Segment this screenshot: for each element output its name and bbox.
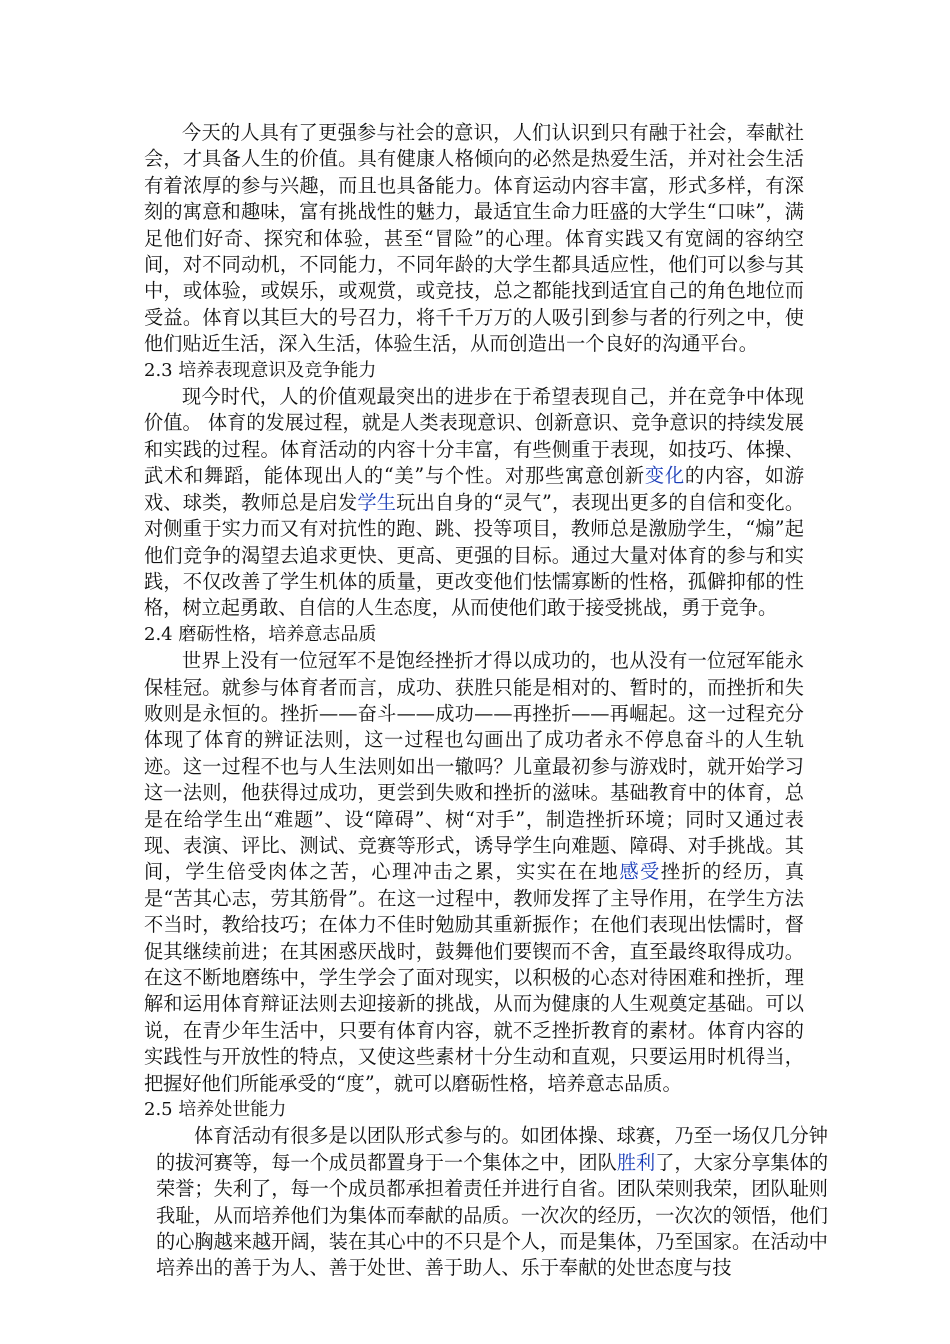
section-heading-2-4: 2.4 磨砺性格，培养意志品质 — [144, 623, 377, 645]
section-heading-2-5: 2.5 培养处世能力 — [144, 1099, 287, 1121]
link-change[interactable]: 变化 — [644, 464, 685, 488]
paragraph-text: 挫折的经历，真是“苦其心志，劳其筋骨”。在这一过程中，教师发挥了主导作用，在学生方法不当时，教给技巧；在体力不佳时勉励其重新振作；在他们表现出怯懦时，督促其继续前进；在其困惑厌战时，鼓舞他们要锲而不舍，直至最终取得成功。在这不断地磨练中，学生学会了面对现实，以积极的心态对待困难和挫折，理解和运用体育辩证法则去迎接新的挑战，从而为健康的人生观奠定基础。可以说，在青少年生活中，只要有体育内容，就不乏挫折教育的素材。体育内容的实践性与开放性的特点，又使这些素材十分生动和直观，只要运用时机得当，把握好他们所能承受的“度”，就可以磨砺性格，培养意志品质。 — [144, 860, 805, 1095]
link-victory[interactable]: 胜利 — [616, 1150, 656, 1174]
paragraph-social-skills — [156, 1123, 828, 1281]
paragraph-social-participation: 今天的人具有了更强参与社会的意识，人们认识到只有融于社会，奉献社会，才具备人生的价值。具有健康人格倾向的必然是热爱生活，并对社会生活有着浓厚的参与兴趣，而且也具备能力。体育运动内容丰富，形式多样，有深刻的寓意和趣味，富有挑战性的魅力，最适宜生命力旺盛的大学生“口味”，满足他们好奇、探究和体验，甚至“冒险”的心理。体育实践又有宽阔的容纳空间，对不同动机，不同能力，不同年龄的大学生都具适应性，他们可以参与其中，或体验，或娱乐，或观赏，或竞技，总之都能找到适宜自己的角色地位而受益。体育以其巨大的号召力，将千千万万的人吸引到参与者的行列之中，使他们贴近生活，深入生活，体验生活，从而创造出一个良好的沟通平台。 — [144, 121, 804, 356]
paragraph-expression-competition — [144, 384, 804, 622]
section-heading-2-3: 2.3 培养表现意识及竞争能力 — [144, 359, 377, 381]
document-body — [144, 120, 829, 1282]
paragraph-character-will — [144, 648, 804, 1097]
link-student[interactable]: 学生 — [357, 490, 397, 514]
paragraph-text: 现今时代，人的价值观最突出的进步在于希望表现自己，并在竞争中体现价值。 体育的发展过程，就是人类表现意识、创新意识、竞争意识的持续发展和实践的过程。体育活动的内容十分丰富，有些侧重于表现，如技巧、体操、武术和舞蹈，能体现出人的“美”与个性。对那些寓意创新 — [144, 385, 804, 488]
paragraph-text: 的内容，如游戏、球类，教师总是启发 — [144, 464, 805, 514]
link-feel[interactable]: 感受 — [619, 860, 661, 884]
paragraph-text: 玩出自身的“灵气”，表现出更多的自信和变化。对侧重于实力而又有对抗性的跑、跳、投等项目，教师总是激励学生，“煽”起他们竞争的渴望去追求更快、更高、更强的目标。通过大量对体育的参与和实践，不仅改善了学生机体的质量，更改变他们怯懦寡断的性格，孤僻抑郁的性格，树立起勇敢、自信的人生态度，从而使他们敢于接受挑战，勇于竞争。 — [144, 490, 805, 620]
paragraph-text: 了，大家分享集体的荣誉；失利了，每一个成员都承担着责任并进行自省。团队荣则我荣，团队耻则我耻，从而培养他们为集体而奉献的品质。一次次的经历，一次次的领悟，他们的心胸越来越开阔，装在其心中的不只是个人，而是集体，乃至国家。在活动中培养出的善于为人、善于处世、善于助人、乐于奉献的处世态度与技 — [156, 1150, 829, 1280]
paragraph-text: 世界上没有一位冠军不是饱经挫折才得以成功的，也从没有一位冠军能永保桂冠。就参与体育者而言，成功、获胜只能是相对的、暂时的，而挫折和失败则是永恒的。挫折——奋斗——成功——再挫折——再崛起。这一过程充分体现了体育的辨证法则，这一过程也勾画出了成功者永不停息奋斗的人生轨迹。这一过程不也与人生法则如出一辙吗？儿童最初参与游戏时，就开始学习这一法则，他获得过成功，更尝到失败和挫折的滋味。基础教育中的体育，总是在给学生出“难题”、设“障碍”、树“对手”，制造挫折环境；同时又通过表现、表演、评比、测试、竞赛等形式，诱导学生向难题、障碍、对手挑战。其间，学生倍受肉体之苦，心理冲击之累，实实在在地 — [144, 649, 804, 884]
paragraph-text: 体育活动有很多是以团队形式参与的。如团体操、球赛，乃至一场仅几分钟的拔河赛等，每一个成员都置身于一个集体之中，团队 — [156, 1124, 828, 1174]
